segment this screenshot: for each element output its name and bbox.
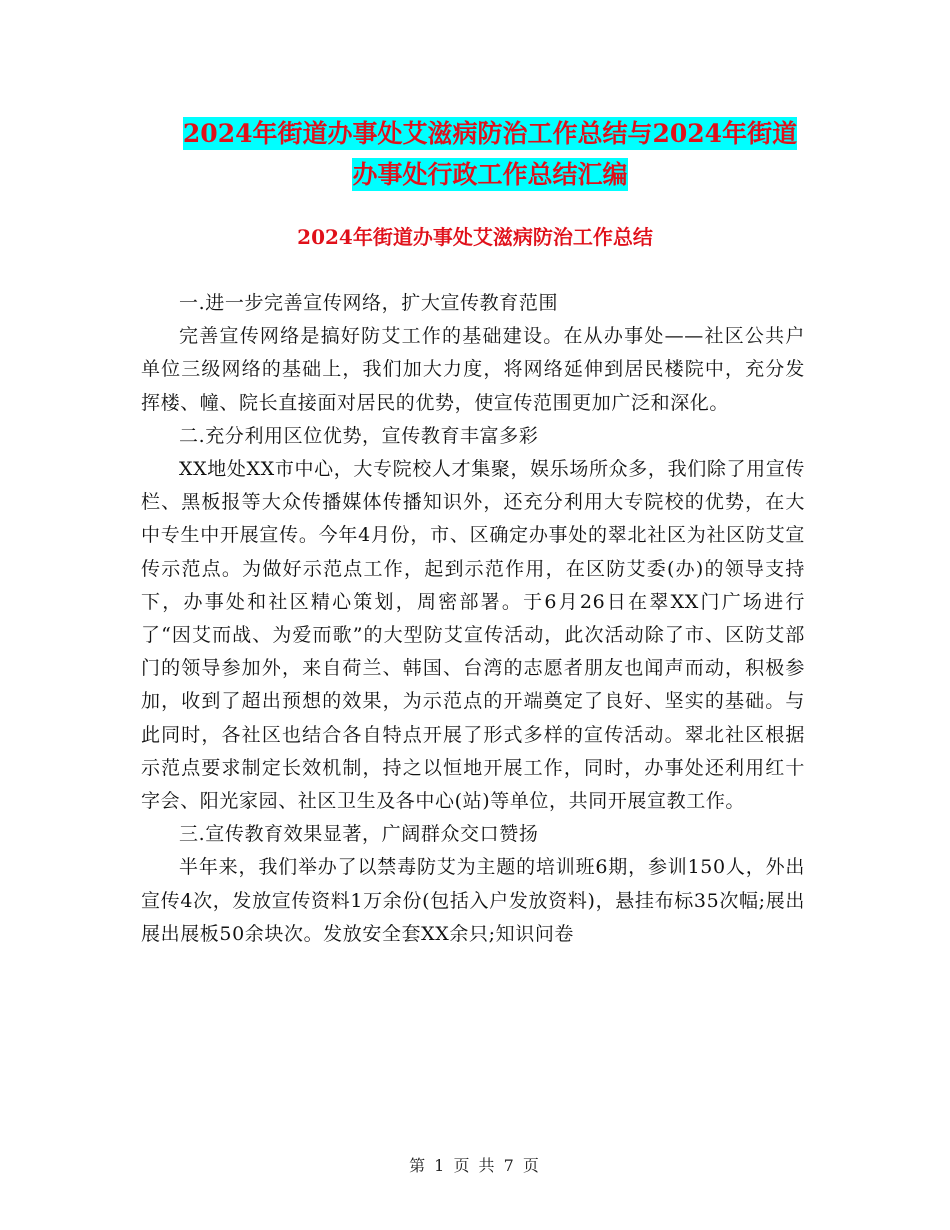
heading-3: 三.宣传教育效果显著，广阔群众交口赞扬 bbox=[179, 823, 539, 846]
paragraph-3: 半年来，我们举办了以禁毒防艾为主题的培训班6期，参训150人，外出宣传4次，发放宣传资料1万余份(包括入户发放资料)，悬挂布标35次幅;展出展出展板50余块次。发放安全套XX余只;知识问卷 bbox=[141, 856, 805, 945]
document-title-line-2 bbox=[140, 154, 840, 196]
page-footer: 第 1 页 共 7 页 bbox=[409, 1156, 541, 1175]
heading-1: 一.进一步完善宣传网络，扩大宣传教育范围 bbox=[179, 292, 559, 314]
document-title-line-1 bbox=[140, 113, 840, 155]
document-body bbox=[141, 287, 805, 951]
paragraph-1: 完善宣传网络是搞好防艾工作的基础建设。在从办事处——社区公共户单位三级网络的基础上，我们加大力度，将网络延伸到居民楼院中，充分发挥楼、幢、院长直接面对居民的优势，使宣传范围更加广泛和深化。 bbox=[141, 325, 805, 414]
paragraph-2: XX地处XX市中心，大专院校人才集聚，娱乐场所众多，我们除了用宣传栏、黑板报等大众传播媒体传播知识外，还充分利用大专院校的优势，在大中专生中开展宣传。今年4月份，市、区确定办事处的翠北社区为社区防艾宣传示范点。为做好示范点工作，起到示范作用，在区防艾委(办)的领导支持下，办事处和社区精心策划，周密部署。于6月26日在翠XX门广场进行了“因艾而战、为爱而歌”的大型防艾宣传活动，此次活动除了市、区防艾部门的领导参加外，来自荷兰、韩国、台湾的志愿者朋友也闻声而动，积极参加，收到了超出预想的效果，为示范点的开端奠定了良好、坚实的基础。与此同时，各社区也结合各自特点开展了形式多样的宣传活动。翠北社区根据示范点要求制定长效机制，持之以恒地开展工作，同时，办事处还利用红十字会、阳光家园、社区卫生及各中心(站)等单位，共同开展宣教工作。 bbox=[141, 458, 805, 813]
title-highlight-1: 2024年街道办事处艾滋病防治工作总结与2024年街道 bbox=[182, 119, 798, 148]
title-highlight-2: 办事处行政工作总结汇编 bbox=[352, 160, 628, 189]
section-title: 2024年街道办事处艾滋病防治工作总结 bbox=[297, 225, 653, 249]
heading-2: 二.充分利用区位优势，宣传教育丰富多彩 bbox=[179, 424, 539, 447]
